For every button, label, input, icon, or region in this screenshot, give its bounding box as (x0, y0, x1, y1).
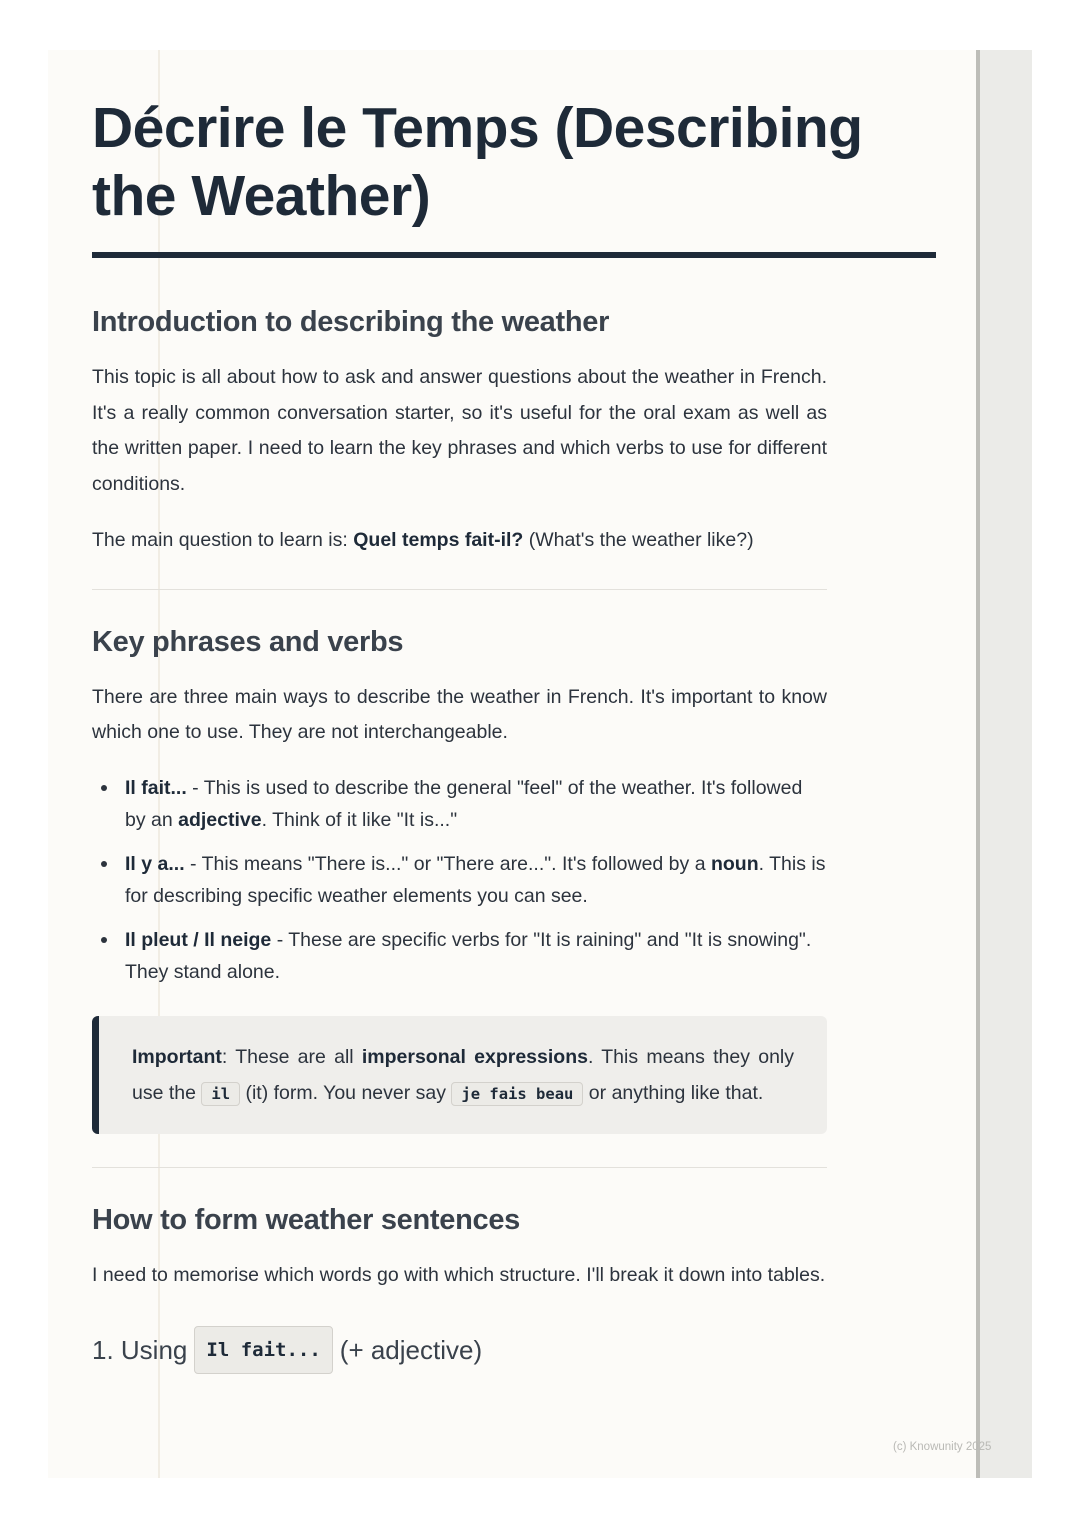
key-phrases-list (92, 772, 827, 989)
key-phrases-heading: Key phrases and verbs (92, 625, 404, 658)
title-divider (92, 252, 936, 258)
scrollbar-edge (976, 50, 980, 1478)
list-item: Il y a... - This means "There is..." or "There are...". It's followed by a noun. This is for describing specific weather elements you can see. (92, 848, 827, 913)
document-content (92, 94, 936, 1374)
list-item: Il pleut / Il neige - These are specific verbs for "It is raining" and "It is snowing". They stand alone. (92, 924, 827, 989)
il-fait-subheading: 1. Using Il fait... (+ adjective) (92, 1326, 936, 1374)
intro-heading: Introduction to describing the weather (92, 306, 610, 338)
inline-code-je-fais-beau: je fais beau (451, 1082, 583, 1106)
section-divider (92, 1167, 827, 1168)
callout-text: Important: These are all impersonal expressions. This means they only use the il (it) form. You never say je fais beau or anything like that. (132, 1045, 794, 1104)
important-callout (92, 1016, 827, 1134)
copyright-footer: (c) Knowunity 2025 (893, 1441, 992, 1453)
intro-paragraph: This topic is all about how to ask and answer questions about the weather in French. It's a really common conversation starter, so it's useful for the oral exam as well as the written paper. I need to learn the key phrases and which verbs to use for different conditions. (92, 366, 827, 495)
section-divider (92, 589, 827, 590)
page-title: Décrire le Temps (Describing the Weather) (92, 96, 863, 228)
document-page (48, 50, 976, 1478)
inline-code-il: il (201, 1082, 240, 1106)
inline-code-il-fait: Il fait... (194, 1326, 332, 1374)
list-item: Il fait... - This is used to describe the general "feel" of the weather. It's followed by an adjective. Think of it like "It is..." (92, 772, 827, 837)
scrollbar-track[interactable] (976, 50, 1032, 1478)
forming-heading: How to form weather sentences (92, 1203, 521, 1236)
forming-paragraph: I need to memorise which words go with which structure. I'll break it down into tables. (92, 1263, 826, 1286)
main-question-paragraph: The main question to learn is: Quel temps fait-il? (What's the weather like?) (92, 529, 754, 551)
key-phrases-paragraph: There are three main ways to describe the weather in French. It's important to know which one to use. They are not interchangeable. (92, 685, 827, 743)
main-question: Quel temps fait-il? (353, 529, 524, 551)
